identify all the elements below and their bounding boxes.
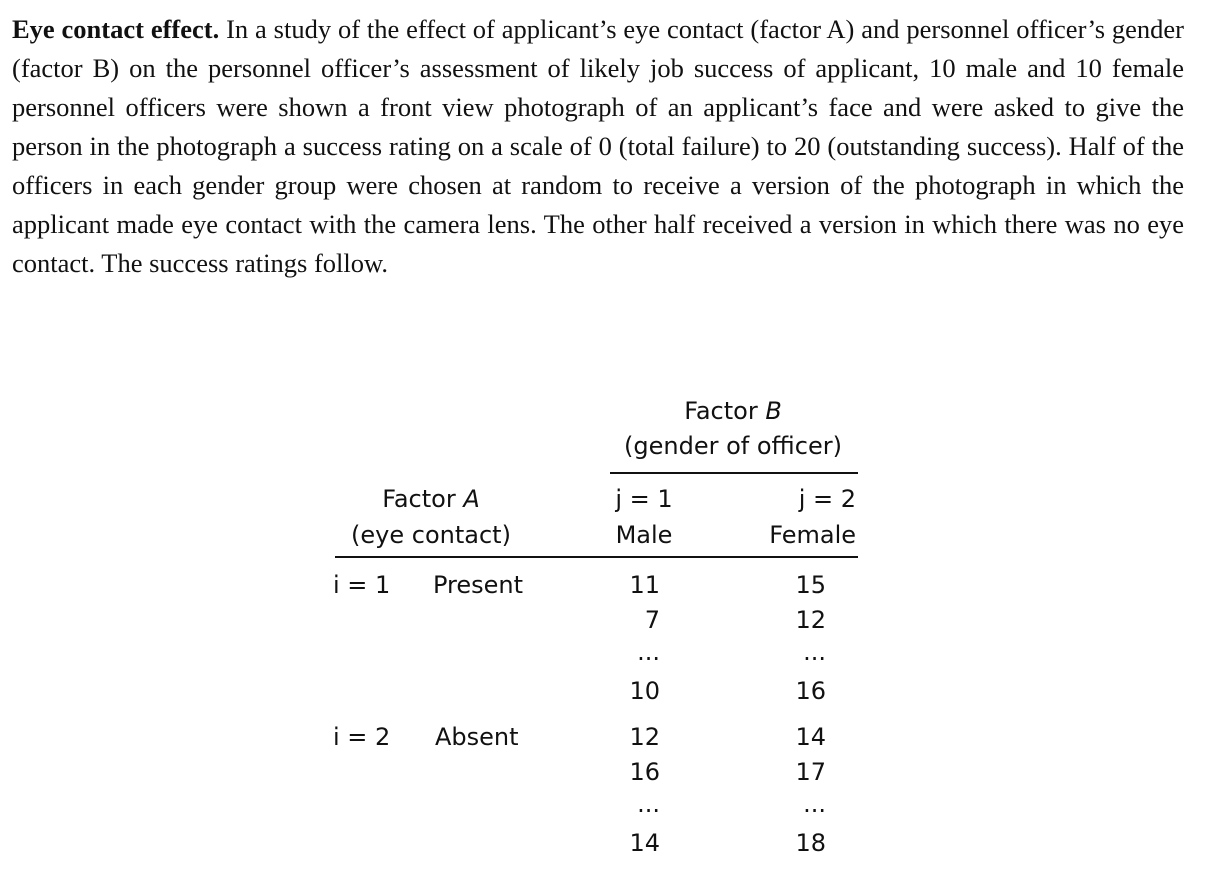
cell-present-female-ellipsis: ... xyxy=(803,638,826,666)
column-name-female: Female xyxy=(769,521,856,549)
factor-a-description: (eye contact) xyxy=(351,521,511,549)
header-rule xyxy=(335,556,858,558)
cell-present-female-last: 16 xyxy=(795,677,826,705)
cell-absent-female-ellipsis: ... xyxy=(803,790,826,818)
cell-present-male-1: 11 xyxy=(629,571,660,599)
problem-body: In a study of the effect of applicant’s eye contact (factor A) and personnel officer’s gender (factor B) on the personnel officer’s assessment of likely job success of applicant, 10 male and 10 female personnel officers were shown a front view photograph of an applicant’s face and were asked to give the person in the photograph a success rating on a scale of 0 (total failure) to 20 (outstanding success). Half of the officers in each gender group were chosen at random to receive a version of the photograph in which the applicant made eye contact with the camera lens. The other half received a version in which there was no eye contact. The success ratings follow. xyxy=(12,14,1185,278)
row-index-absent: i = 2 xyxy=(333,723,391,751)
column-name-male: Male xyxy=(615,521,673,549)
factor-a-label: Factor A xyxy=(382,485,480,513)
cell-absent-female-2: 17 xyxy=(795,758,826,786)
problem-paragraph xyxy=(12,10,1184,283)
factor-b-rule xyxy=(610,472,858,474)
row-index-present: i = 1 xyxy=(333,571,391,599)
cell-present-male-last: 10 xyxy=(629,677,660,705)
cell-present-male-ellipsis: ... xyxy=(637,638,660,666)
cell-present-female-1: 15 xyxy=(795,571,826,599)
column-index-male: j = 1 xyxy=(615,485,673,513)
cell-absent-male-ellipsis: ... xyxy=(637,790,660,818)
cell-absent-male-last: 14 xyxy=(629,829,660,857)
factor-b-label: Factor B xyxy=(684,397,782,425)
cell-absent-female-1: 14 xyxy=(795,723,826,751)
cell-absent-male-1: 12 xyxy=(629,723,660,751)
cell-present-male-2: 7 xyxy=(644,606,660,634)
factor-b-description: (gender of officer) xyxy=(624,432,842,460)
problem-title: Eye contact effect. xyxy=(12,14,220,44)
row-name-present: Present xyxy=(433,571,524,599)
cell-absent-male-2: 16 xyxy=(629,758,660,786)
row-name-absent: Absent xyxy=(435,723,519,751)
column-index-female: j = 2 xyxy=(798,485,856,513)
cell-absent-female-last: 18 xyxy=(795,829,826,857)
cell-present-female-2: 12 xyxy=(795,606,826,634)
